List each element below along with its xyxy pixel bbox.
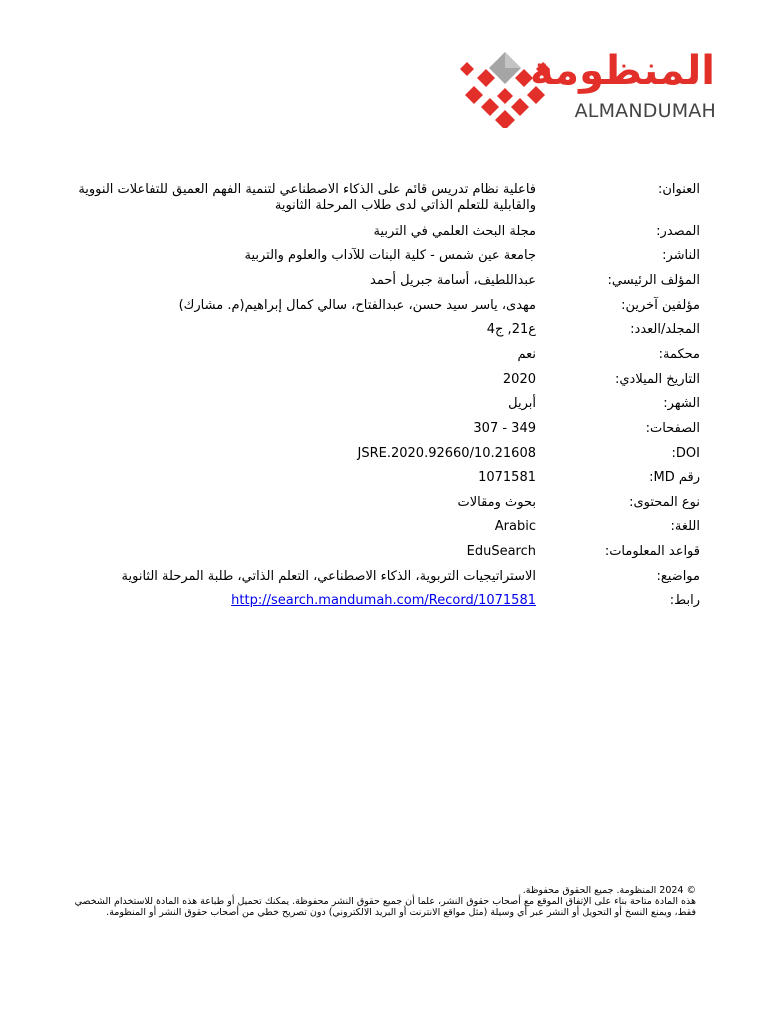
field-value: EduSearch	[466, 544, 536, 559]
field-label: رقم MD:	[649, 470, 700, 485]
field-label: المصدر:	[656, 224, 700, 239]
field-label: الشهر:	[663, 396, 700, 411]
record-link[interactable]: http://search.mandumah.com/Record/1071581	[231, 593, 536, 608]
field-label: نوع المحتوى:	[629, 495, 700, 510]
field-value: نعم	[517, 347, 536, 362]
field-label: التاريخ الميلادي:	[615, 372, 700, 387]
logo-arabic-name: المنظومة	[530, 48, 715, 94]
field-value: مهدى، ياسر سيد حسن، عبدالفتاح، سالي كمال إبراهيم(م. مشارك)	[178, 298, 536, 313]
field-label: محكمة:	[658, 347, 700, 362]
field-label: رابط:	[669, 593, 700, 608]
field-value	[76, 593, 536, 609]
logo-latin-name: ALMANDUMAH	[574, 100, 716, 122]
field-value: جامعة عين شمس - كلية البنات للآداب والعلوم والتربية	[244, 248, 536, 263]
field-value: 2020	[502, 372, 536, 387]
field-value: ع21, ج4	[486, 322, 536, 337]
field-value: أبريل	[508, 396, 536, 411]
field-label: الناشر:	[662, 248, 700, 263]
usage-notice: هذه المادة متاحة بناء على الإتفاق الموقع مع أصحاب حقوق النشر، علما أن جميع حقوق النشر محفوظة. يمكنك تحميل أو طباعة هذه المادة للاستخدام الشخصي فقط، ويمنع النسخ أو التحويل أو النشر عبر أي وسيلة (مثل مواقع الانترنت أو البريد الالكتروني) دون تصريح خطي من أصحاب حقوق النشر أو المنظومة.	[74, 896, 696, 918]
field-value: 10.21608/JSRE.2020.92660	[357, 446, 536, 461]
field-label: مؤلفين آخرين:	[621, 298, 700, 313]
field-value: عبداللطيف، أسامة جبريل أحمد	[370, 273, 536, 288]
almandumah-logo	[455, 48, 717, 128]
field-value: الاستراتيجيات التربوية، الذكاء الاصطناعي، التعلم الذاتي، طلبة المرحلة الثانوية	[121, 569, 536, 584]
copyright-line: © 2024 المنظومة. جميع الحقوق محفوظة.	[522, 885, 696, 896]
field-label: المؤلف الرئيسي:	[607, 273, 700, 288]
field-value: بحوث ومقالات	[457, 495, 536, 510]
copyright-footer	[54, 885, 696, 918]
field-value: مجلة البحث العلمي في التربية	[373, 224, 536, 239]
field-label: قواعد المعلومات:	[604, 544, 700, 559]
field-value: Arabic	[494, 519, 536, 534]
field-label: مواضيع:	[656, 569, 700, 584]
field-label: اللغة:	[670, 519, 700, 534]
field-label: المجلد/العدد:	[630, 322, 700, 337]
field-value: 307 - 349	[473, 421, 536, 436]
field-label: الصفحات:	[645, 421, 700, 436]
field-value: فاعلية نظام تدريس قائم على الذكاء الاصطناعي لتنمية الفهم العميق للتفاعلات النووية والقابلية للتعلم الذاتي لدى طلاب المرحلة الثانوية	[78, 182, 536, 213]
field-label: العنوان:	[657, 182, 700, 197]
field-value: 1071581	[478, 470, 536, 485]
field-label: DOI:	[671, 446, 700, 461]
